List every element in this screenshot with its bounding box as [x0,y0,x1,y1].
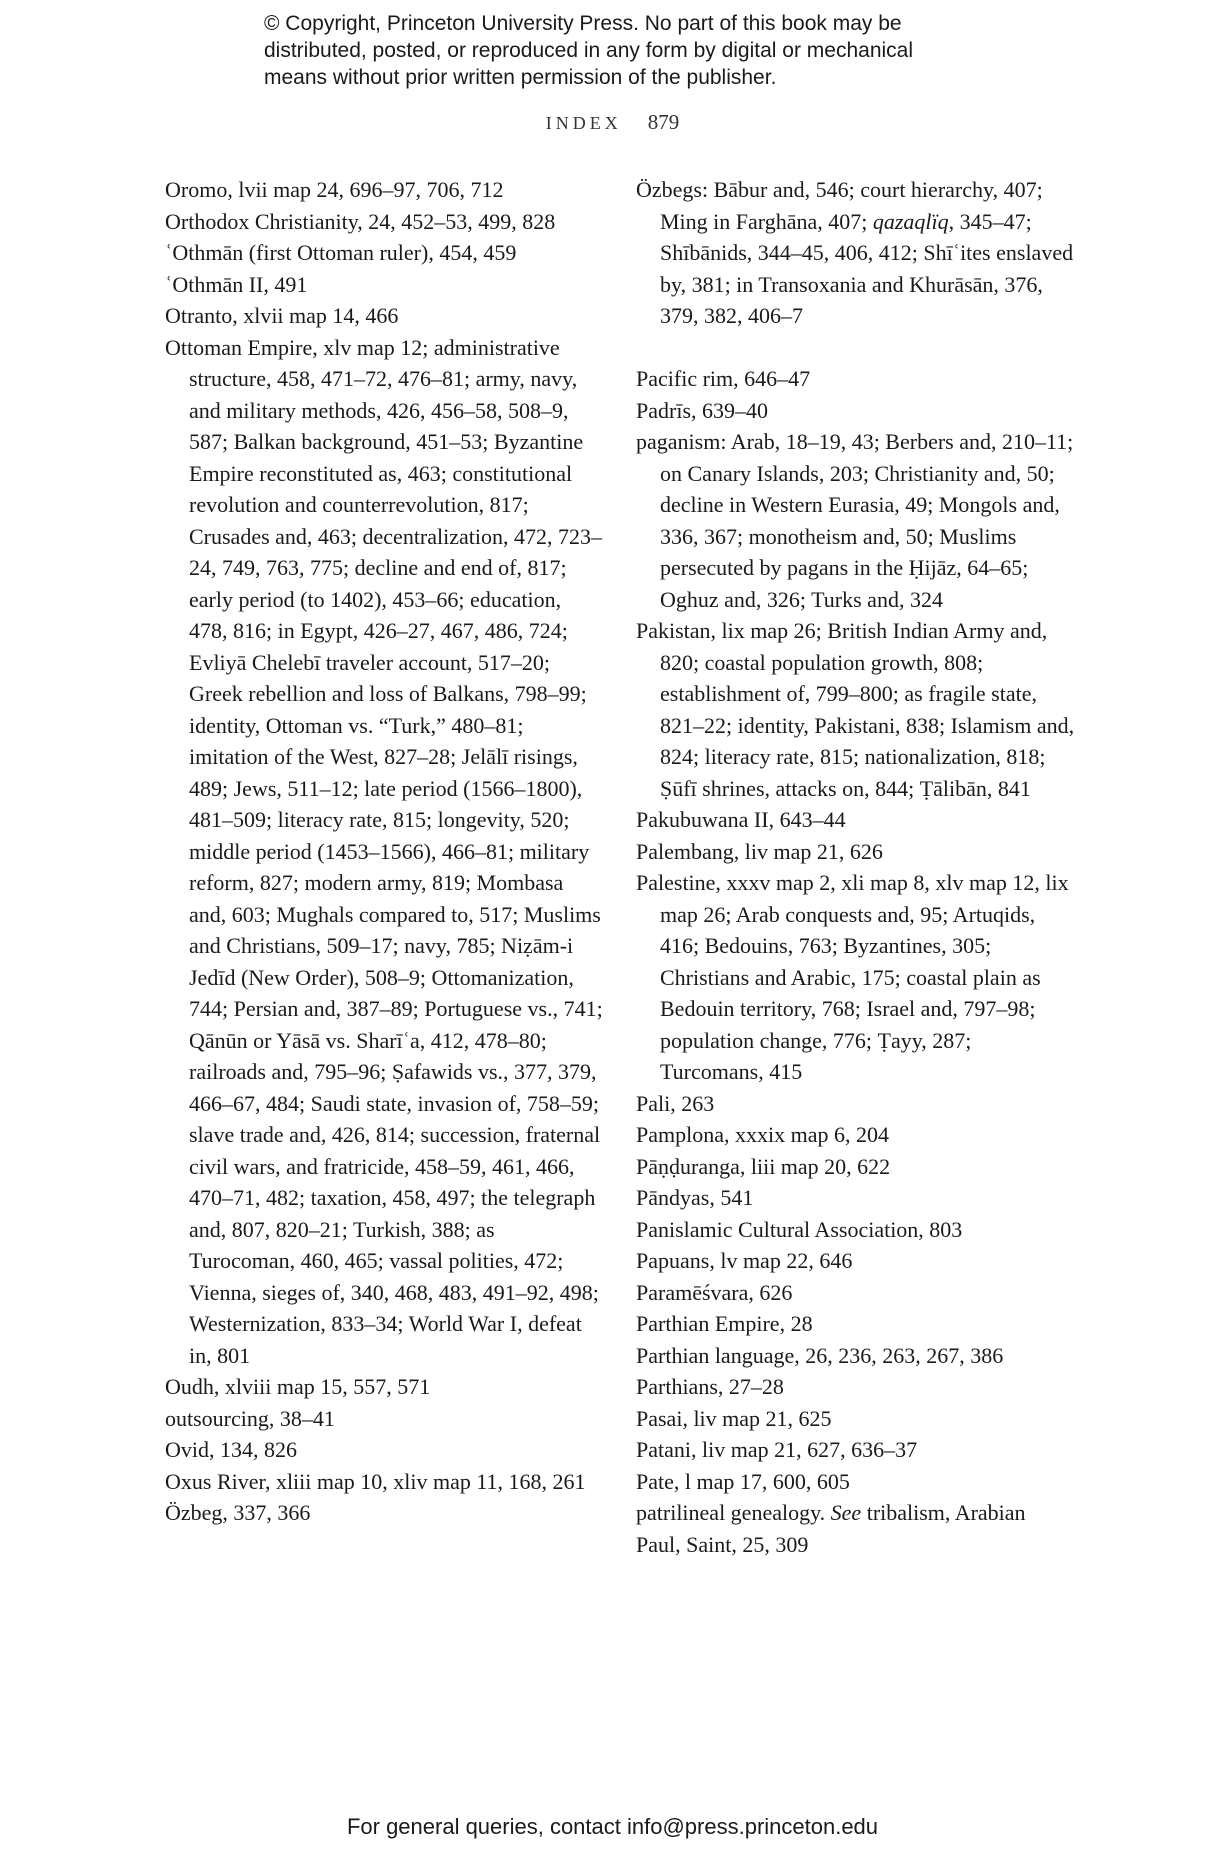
index-entry: Parthian language, 26, 236, 263, 267, 386 [636,1342,1004,1368]
running-head-label: INDEX [545,113,622,133]
footer-contact: For general queries, contact info@press.princeton.edu [346,1814,879,1839]
see-reference: See [830,1500,862,1525]
index-entry: outsourcing, 38–41 [165,1405,335,1431]
index-entry: Pate, l map 17, 600, 605 [636,1468,850,1494]
index-entry: Oromo, lvii map 24, 696–97, 706, 712 [165,177,504,202]
index-entry: Oxus River, xliii map 10, xliv map 11, 168, 261 [165,1468,586,1494]
index-entry: Paul, Saint, 25, 309 [636,1531,809,1557]
index-entry: Orthodox Christianity, 24, 452–53, 499, 828 [165,208,556,234]
copyright-notice [264,10,1064,91]
index-entry: Patani, liv map 21, 627, 636–37 [636,1437,918,1462]
letter-gap [636,332,1076,364]
index-entry: Pali, 263 [636,1090,715,1116]
index-entry: Parthians, 27–28 [636,1374,784,1399]
index-entry: Özbeg, 337, 366 [165,1500,311,1525]
entry-text: tribalism, Arabian [861,1500,1026,1525]
index-entry: Pakistan, lix map 26; British Indian Army and, 820; coastal population growth, 808; establishment of, 799–800; as fragile state, 821–22; identity, Pakistani, 838; Islamism and, 824; literacy rate, 815; nationalization, 818; Ṣūfī shrines, attacks on, 844; Ṭālibān, 841 [636,618,1075,801]
entry-italic-term: qazaqlïq [872,208,949,234]
entry-text: Özbegs: Bābur and, 546; court hierarchy, 407; Ming in Farghāna, 407; [636,177,1043,234]
index-column-right [636,174,1076,1560]
index-entry: Palestine, xxxv map 2, xli map 8, xlv map 12, lix map 26; Arab conquests and, 95; Artuqids, 416; Bedouins, 763; Byzantines, 305; Christians and Arabic, 175; coastal plain as Bedouin territory, 768; Israel and, 797–98; population change, 776; Ṭayy, 287; Turcomans, 415 [636,870,1069,1084]
index-entry: Pāndyas, 541 [636,1185,754,1210]
index-entry: Otranto, xlvii map 14, 466 [165,303,399,328]
index-entry-ozbegs [636,174,1076,332]
index-entry: paganism: Arab, 18–19, 43; Berbers and, 210–11; on Canary Islands, 203; Christianity and, 50; decline in Western Eurasia, 49; Mongols and, 336, 367; monotheism and, 50; Muslims persecuted by pagans in the Ḥijāz, 64–65; Oghuz and, 326; Turks and, 324 [636,429,1074,612]
copyright-line: © Copyright, Princeton University Press. No part of this book may be [264,12,902,35]
entry-text: , 345–47; Shībānids, 344–45, 406, 412; Shīʿites enslaved by, 381; in Transoxania and Khurāsān, 376, 379, 382, 406–7 [660,208,1074,328]
copyright-line: distributed, posted, or reproduced in any form by digital or mechanical [264,39,914,62]
entry-text: patrilineal genealogy. [636,1500,831,1525]
index-entry: Palembang, liv map 21, 626 [636,838,883,864]
index-entry: Pamplona, xxxix map 6, 204 [636,1122,889,1147]
index-entry-patrilineal [636,1497,1076,1529]
index-entry: Ovid, 134, 826 [165,1437,297,1462]
running-head [0,110,1225,135]
index-entry: Ottoman Empire, xlv map 12; administrative structure, 458, 471–72, 476–81; army, navy, and military methods, 426, 456–58, 508–9, 587; Balkan background, 451–53; Byzantine Empire reconstituted as, 463; constitutional revolution and counterrevolution, 817; Crusades and, 463; decentralization, 472, 723–24, 749, 763, 775; decline and end of, 817; early period (to 1402), 453–66; education, 478, 816; in Egypt, 426–27, 467, 486, 724; Evliyā Chelebī traveler account, 517–20; Greek rebellion and loss of Balkans, 798–99; identity, Ottoman vs. “Turk,” 480–81; imitation of the West, 827–28; Jelālī risings, 489; Jews, 511–12; late period (1566–1800), 481–509; literacy rate, 815; longevity, 520; middle period (1453–1566), 466–81; military reform, 827; modern army, 819; Mombasa and, 603; Mughals compared to, 517; Muslims and Christians, 509–17; navy, 785; Niẓām-i Jedīd (New Order), 508–9; Ottomanization, 744; Persian and, 387–89; Portuguese vs., 741; Qānūn or Yāsā vs. Sharīʿa, 412, 478–80; railroads and, 795–96; Ṣafawids vs., 377, 379, 466–67, 484; Saudi state, invasion of, 758–59; slave trade and, 426, 814; succession, fraternal civil wars, and fratricide, 458–59, 461, 466, 470–71, 482; taxation, 458, 497; the telegraph and, 807, 820–21; Turkish, 388; as Turocoman, 460, 465; vassal polities, 472; Vienna, sieges of, 340, 468, 483, 491–92, 498; Westernization, 833–34; World War I, defeat in, 801 [165,334,603,1368]
index-entry: Paramēśvara, 626 [636,1279,793,1305]
index-entry: ʿOthmān (first Ottoman ruler), 454, 459 [165,240,517,265]
index-entry: Papuans, lv map 22, 646 [636,1248,853,1273]
copyright-line: means without prior written permission of the publisher. [264,66,777,89]
index-entry: Oudh, xlviii map 15, 557, 571 [165,1374,431,1399]
index-entry: Pakubuwana II, 643–44 [636,807,846,832]
index-entry: Parthian Empire, 28 [636,1311,813,1336]
index-entry: Pasai, liv map 21, 625 [636,1405,832,1431]
page-number: 879 [647,110,680,134]
index-entry: Pacific rim, 646–47 [636,366,811,391]
index-column-left [165,174,605,1529]
index-entry: Panislamic Cultural Association, 803 [636,1216,963,1242]
index-entry: Padrīs, 639–40 [636,397,768,423]
index-entry: ʿOthmān II, 491 [165,271,308,297]
index-entry: Pāṇḍuranga, liii map 20, 622 [636,1153,891,1179]
